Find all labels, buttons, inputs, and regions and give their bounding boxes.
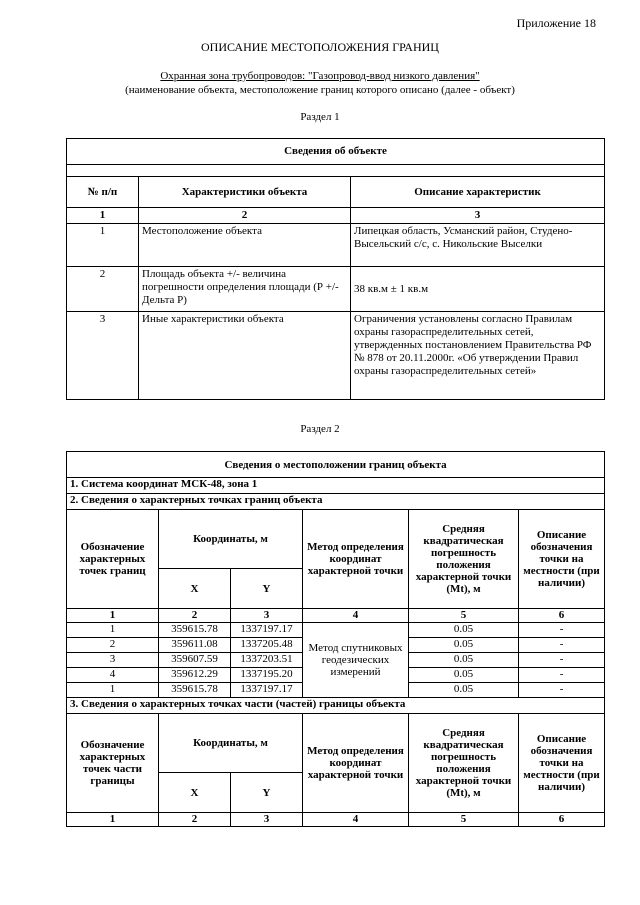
col-header-num: № п/п [67,177,139,208]
point-y: 1337205.48 [231,638,303,653]
row-characteristic: Площадь объекта +/- величина погрешности определения площади (Р +/- Дельта Р) [139,267,351,312]
document-title: ОПИСАНИЕ МЕСТОПОЛОЖЕНИЯ ГРАНИЦ [201,40,439,54]
point-x: 359615.78 [159,683,231,698]
row-num: 3 [67,312,139,400]
col-header-y: Y [231,773,303,813]
index-cell: 4 [303,813,409,827]
col-header-method: Метод определения координат характерной точки [303,510,409,609]
col-header-coords: Координаты, м [159,714,303,773]
point-x: 359607.59 [159,653,231,668]
table-row [67,224,605,267]
points-title: 2. Сведения о характерных точках границ объекта [67,494,605,510]
index-cell: 2 [159,609,231,623]
point-y: 1337197.17 [231,623,303,638]
point-x: 359611.08 [159,638,231,653]
table-row [67,267,605,312]
col-header-desc: Описание обозначения точки на местности (при наличии) [519,714,605,813]
table-row [67,623,605,638]
point-mt: 0.05 [409,683,519,698]
section-1-label: Раздел 1 [300,111,340,123]
point-id: 2 [67,638,159,653]
boundary-table [66,451,605,827]
col-header-point-part: Обозначение характерных точек части границы [67,714,159,813]
point-id: 1 [67,623,159,638]
col-header-y: Y [231,569,303,609]
point-x: 359615.78 [159,623,231,638]
point-desc: - [519,623,605,638]
point-mt: 0.05 [409,623,519,638]
col-header-x: X [159,569,231,609]
point-desc: - [519,683,605,698]
index-cell: 3 [231,813,303,827]
index-cell: 1 [67,208,139,224]
point-id: 1 [67,683,159,698]
col-header-desc: Описание обозначения точки на местности (при наличии) [519,510,605,609]
point-y: 1337195.20 [231,668,303,683]
index-cell: 1 [67,813,159,827]
point-desc: - [519,638,605,653]
row-num: 2 [67,267,139,312]
object-name: Охранная зона трубопроводов: "Газопровод-ввод низкого давления" [160,70,480,82]
spacer-row [67,165,605,177]
index-cell: 5 [409,813,519,827]
index-cell: 6 [519,813,605,827]
index-cell: 2 [159,813,231,827]
boundary-title: Сведения о местоположении границ объекта [67,452,605,478]
point-x: 359612.29 [159,668,231,683]
index-cell: 2 [139,208,351,224]
table-row [67,312,605,400]
col-header-mt: Средняя квадратическая погрешность положения характерной точки (Mt), м [409,510,519,609]
point-mt: 0.05 [409,638,519,653]
object-note: (наименование объекта, местоположение границ которого описано (далее - объект) [125,84,515,96]
object-info-table [66,138,605,400]
index-cell: 5 [409,609,519,623]
parts-title: 3. Сведения о характерных точках части (частей) границы объекта [67,698,605,714]
col-header-x: X [159,773,231,813]
row-description: Липецкая область, Усманский район, Студено-Высельский с/с, с. Никольские Выселки [351,224,605,267]
point-y: 1337203.51 [231,653,303,668]
object-info-title: Сведения об объекте [67,139,605,165]
row-description: Ограничения установлены согласно Правилам охраны газораспределительных сетей, утвержденных постановлением Правительства РФ № 878 от 20.11.2000г. «Об утверждении Правил охраны газораспределительных сетей» [351,312,605,400]
coord-system: 1. Система координат МСК-48, зона 1 [67,478,605,494]
col-header-coords: Координаты, м [159,510,303,569]
point-y: 1337197.17 [231,683,303,698]
appendix-label: Приложение 18 [516,16,596,30]
col-header-method: Метод определения координат характерной точки [303,714,409,813]
point-id: 4 [67,668,159,683]
col-header-point: Обозначение характерных точек границ [67,510,159,609]
row-characteristic: Иные характеристики объекта [139,312,351,400]
row-characteristic: Местоположение объекта [139,224,351,267]
index-cell: 3 [351,208,605,224]
row-description: 38 кв.м ± 1 кв.м [351,267,605,312]
index-cell: 4 [303,609,409,623]
point-id: 3 [67,653,159,668]
index-cell: 1 [67,609,159,623]
col-header-characteristic: Характеристики объекта [139,177,351,208]
index-cell: 3 [231,609,303,623]
col-header-description: Описание характеристик [351,177,605,208]
method-value: Метод спутниковых геодезических измерений [303,623,409,698]
index-cell: 6 [519,609,605,623]
col-header-mt: Средняя квадратическая погрешность положения характерной точки (Mt), м [409,714,519,813]
section-2-label: Раздел 2 [300,423,340,435]
point-mt: 0.05 [409,668,519,683]
row-num: 1 [67,224,139,267]
point-desc: - [519,668,605,683]
point-desc: - [519,653,605,668]
point-mt: 0.05 [409,653,519,668]
